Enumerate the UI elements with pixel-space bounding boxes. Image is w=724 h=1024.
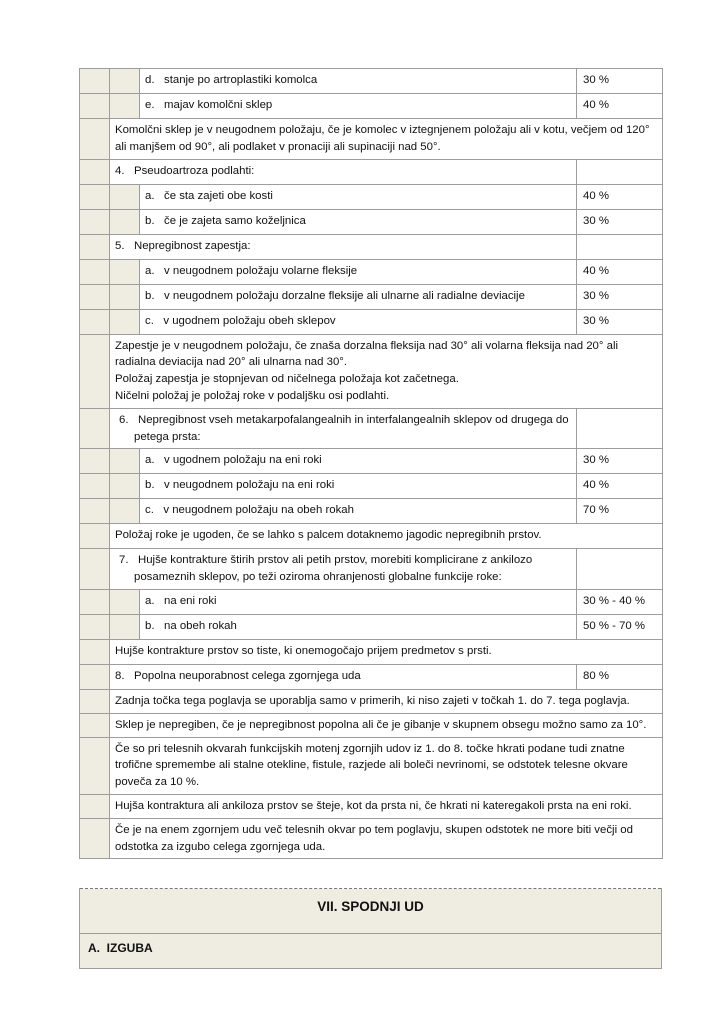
note-text <box>110 334 663 408</box>
item-percent: 40 % <box>577 184 663 209</box>
note-text: Če so pri telesnih okvarah funkcijskih motenj zgornjih udov iz 1. do 8. točke hkrati podane tudi znatne trofične spremembe ali stalne otekline, fistule, razjede ali boleči nevrinomi, se odstotek telesne okvare poveča za 10 %. <box>110 737 663 794</box>
item-label: d. stanje po artroplastiki komolca <box>140 69 577 94</box>
table-row <box>80 69 663 94</box>
item-percent: 50 % - 70 % <box>577 614 663 639</box>
table-row <box>80 934 662 969</box>
item-label: e. majav komolčni sklep <box>140 94 577 119</box>
item-heading <box>110 549 577 590</box>
table-row <box>80 639 663 664</box>
table-row <box>80 94 663 119</box>
item-label: a. v ugodnem položaju na eni roki <box>140 449 577 474</box>
table-row <box>80 794 663 818</box>
item-percent: 40 % <box>577 259 663 284</box>
note-line: Ničelni položaj je položaj roke v podaljšku osi podlahti. <box>115 389 390 402</box>
item-label: b. če je zajeta samo koželjnica <box>140 209 577 234</box>
item-percent: 40 % <box>577 94 663 119</box>
table-row <box>80 119 663 160</box>
item-percent: 30 % <box>577 309 663 334</box>
item-percent: 30 % <box>577 209 663 234</box>
note-text: Sklep je nepregiben, če je nepregibnost popolna ali če je gibanje v skupnem obsegu možno samo za 10°. <box>110 713 663 737</box>
table-row <box>80 234 663 259</box>
item-label: a. na eni roki <box>140 589 577 614</box>
table-row <box>80 184 663 209</box>
note-text: Hujša kontraktura ali ankiloza prstov se šteje, kot da prsta ni, če hkrati ni kateregakoli prsta na eni roki. <box>110 794 663 818</box>
table-row <box>80 589 663 614</box>
table-row <box>80 159 663 184</box>
note-text: Zadnja točka tega poglavja se uporablja samo v primerih, ki niso zajeti v točkah 1. do 7. tega poglavja. <box>110 689 663 713</box>
table-row <box>80 209 663 234</box>
note-text: Če je na enem zgornjem udu več telesnih okvar po tem poglavju, skupen odstotek ne more biti večji od odstotka za izgubo celega zgornjega uda. <box>110 818 663 859</box>
section-title: VII. SPODNJI UD <box>80 889 662 934</box>
section-header <box>79 888 662 969</box>
note-line: Zapestje je v neugodnem položaju, če znaša dorzalna fleksija nad 30° ali volarna fleksija nad 20° ali radialna deviacija nad 20° ali ulnarna nad 30°. <box>115 339 619 369</box>
disability-table <box>79 68 662 859</box>
table-row <box>80 818 663 859</box>
note-text: Hujše kontrakture prstov so tiste, ki onemogočajo prijem predmetov s prsti. <box>110 639 663 664</box>
item-label: b. v neugodnem položaju dorzalne fleksije ali ulnarne ali radialne deviacije <box>140 284 577 309</box>
table-row <box>80 334 663 408</box>
item-heading: 8. Popolna neuporabnost celega zgornjega uda <box>110 664 577 689</box>
table-row <box>80 449 663 474</box>
item-label: b. na obeh rokah <box>140 614 577 639</box>
item-percent: 30 % <box>577 69 663 94</box>
item-percent: 70 % <box>577 499 663 524</box>
table-row <box>80 614 663 639</box>
item-heading <box>110 408 577 449</box>
percentage-table <box>79 68 663 859</box>
table-row <box>80 408 663 449</box>
table-row <box>80 524 663 549</box>
item-percent: 30 % <box>577 284 663 309</box>
item-label: a. v neugodnem položaju volarne fleksije <box>140 259 577 284</box>
heading-text: 6. Nepregibnost vseh metakarpofalangealnih in interfalangealnih sklepov od drugega do petega prsta: <box>119 413 569 443</box>
table-row <box>80 713 663 737</box>
table-row <box>80 549 663 590</box>
item-percent: 80 % <box>577 664 663 689</box>
table-row <box>80 889 662 934</box>
heading-text: 7. Hujše kontrakture štirih prstov ali petih prstov, morebiti komplicirane z ankilozo posameznih sklepov, po teži oziroma ohranjenosti globalne funkcije roke: <box>119 554 533 584</box>
table-row <box>80 737 663 794</box>
item-label: c. v ugodnem položaju obeh sklepov <box>140 309 577 334</box>
item-heading: 4. Pseudoartroza podlahti: <box>110 159 577 184</box>
table-row <box>80 284 663 309</box>
item-percent: 30 % - 40 % <box>577 589 663 614</box>
table-row <box>80 664 663 689</box>
item-label: c. v neugodnem položaju na obeh rokah <box>140 499 577 524</box>
item-label: a. če sta zajeti obe kosti <box>140 184 577 209</box>
item-label: b. v neugodnem položaju na eni roki <box>140 474 577 499</box>
note-line: Položaj zapestja je stopnjevan od ničelnega položaja kot začetnega. <box>115 373 459 386</box>
item-heading: 5. Nepregibnost zapestja: <box>110 234 577 259</box>
note-text: Komolčni sklep je v neugodnem položaju, če je komolec v iztegnjenem položaju ali v kotu, večjem od 120° ali manjšem od 90°, ali podlaket v pronaciji ali supinaciji nad 50°. <box>110 119 663 160</box>
section-table <box>79 888 662 969</box>
table-row <box>80 499 663 524</box>
table-row <box>80 474 663 499</box>
table-row <box>80 689 663 713</box>
note-text: Položaj roke je ugoden, če se lahko s palcem dotaknemo jagodic nepregibnih prstov. <box>110 524 663 549</box>
table-row <box>80 309 663 334</box>
item-percent: 30 % <box>577 449 663 474</box>
item-percent: 40 % <box>577 474 663 499</box>
section-subtitle: A. IZGUBA <box>80 934 662 969</box>
table-row <box>80 259 663 284</box>
